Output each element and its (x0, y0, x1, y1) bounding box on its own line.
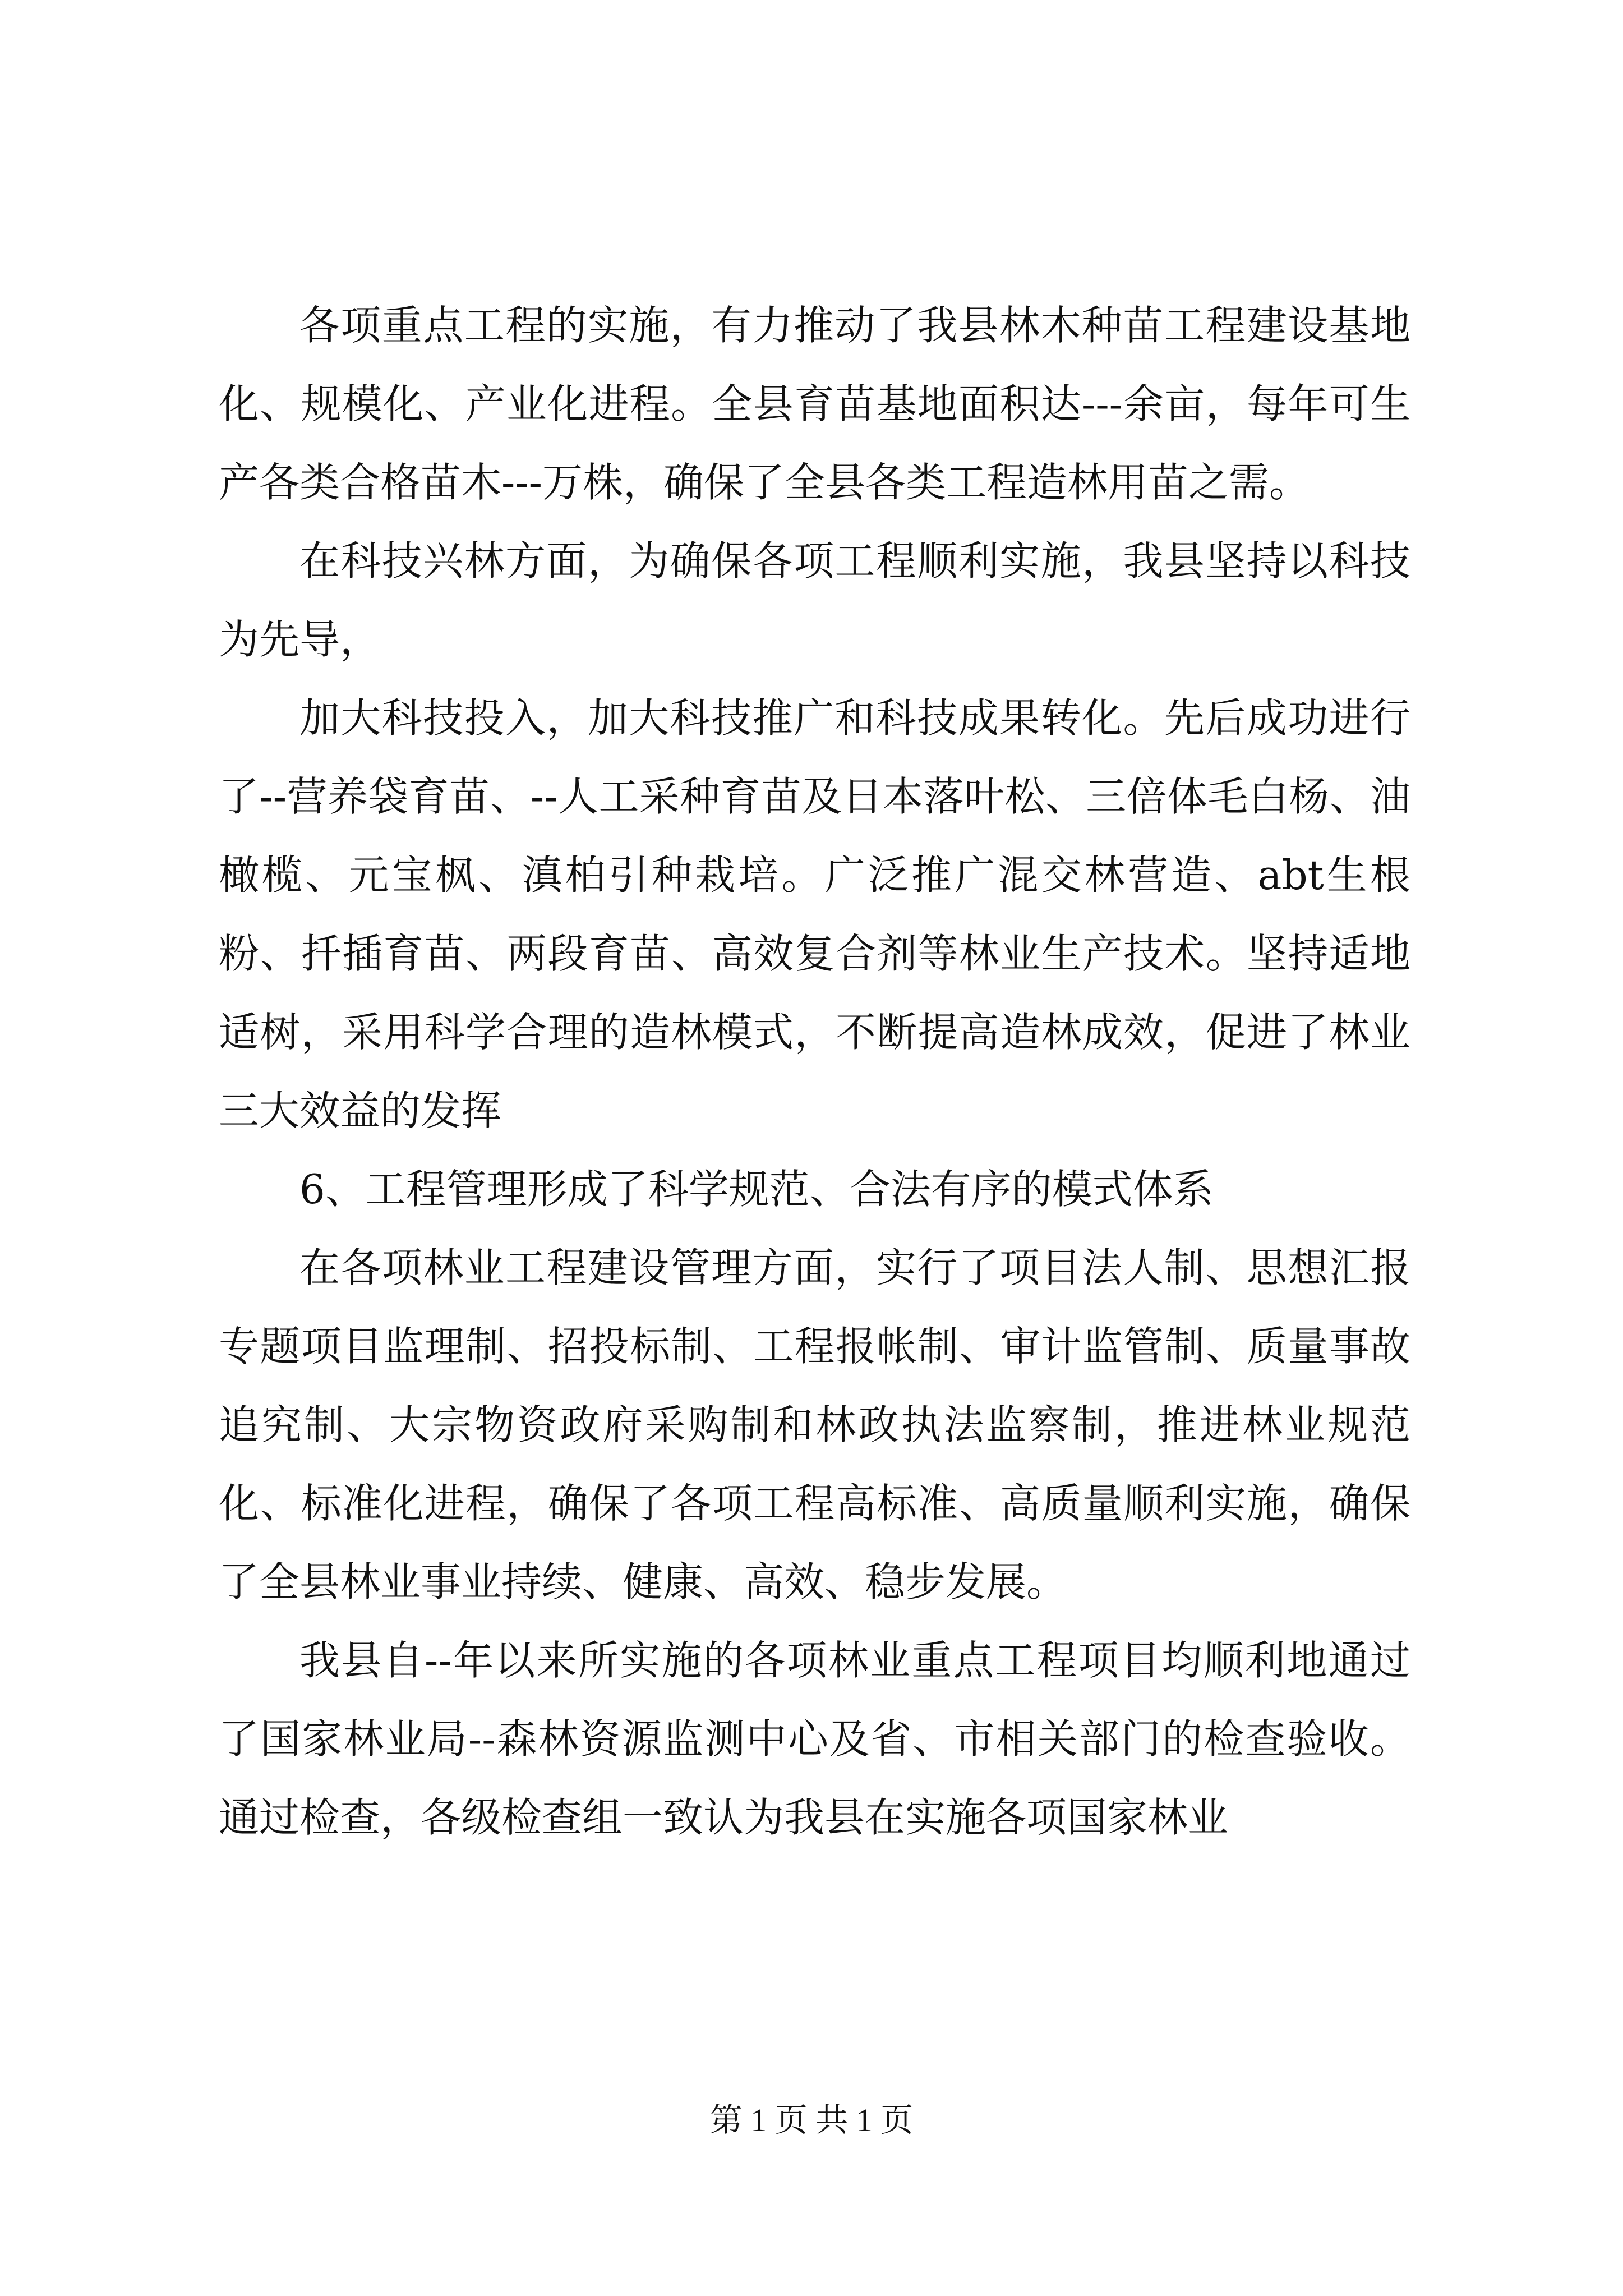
paragraph-management-systems: 在各项林业工程建设管理方面，实行了项目法人制、思想汇报专题项目监理制、招投标制、工程报帐制、审计监管制、质量事故追究制、大宗物资政府采购制和林政执法监察制，推进林业规范化、标准化进程，确保了各项工程高标准、高质量顺利实施，确保了全县林业事业持续、健康、高效、稳步发展。 (219, 1244, 1410, 1605)
paragraph-science-forestry: 在科技兴林方面，为确保各项工程顺利实施，我县坚持以科技为先导， (219, 537, 1410, 663)
paragraph-seedling-bases: 各项重点工程的实施，有力推动了我县林木种苗工程建设基地化、规模化、产业化进程。全县育苗基地面积达---余亩，每年可生产各类合格苗木---万株，确保了全县各类工程造林用苗之需。 (219, 302, 1410, 506)
document-body (219, 286, 1410, 1857)
paragraph-inspection-acceptance: 我县自--年以来所实施的各项林业重点工程项目均顺利地通过了国家林业局--森林资源监测中心及省、市相关部门的检查验收。通过检查，各级检查组一致认为我县在实施各项国家林业 (219, 1637, 1410, 1841)
paragraph-tech-investment: 加大科技投入，加大科技推广和科技成果转化。先后成功进行了--营养袋育苗、--人工采种育苗及日本落叶松、三倍体毛白杨、油橄榄、元宝枫、滇柏引种栽培。广泛推广混交林营造、abt生根粉、扦插育苗、两段育苗、高效复合剂等林业生产技术。坚持适地适树，采用科学合理的造林模式，不断提高造林成效，促进了林业三大效益的发挥 (219, 694, 1410, 1134)
section-heading-project-management: 6、工程管理形成了科学规范、合法有序的模式体系 (299, 1166, 1214, 1213)
page-number-label: 第 1 页 共 1 页 (709, 2102, 914, 2138)
page-footer (0, 2101, 1623, 2140)
